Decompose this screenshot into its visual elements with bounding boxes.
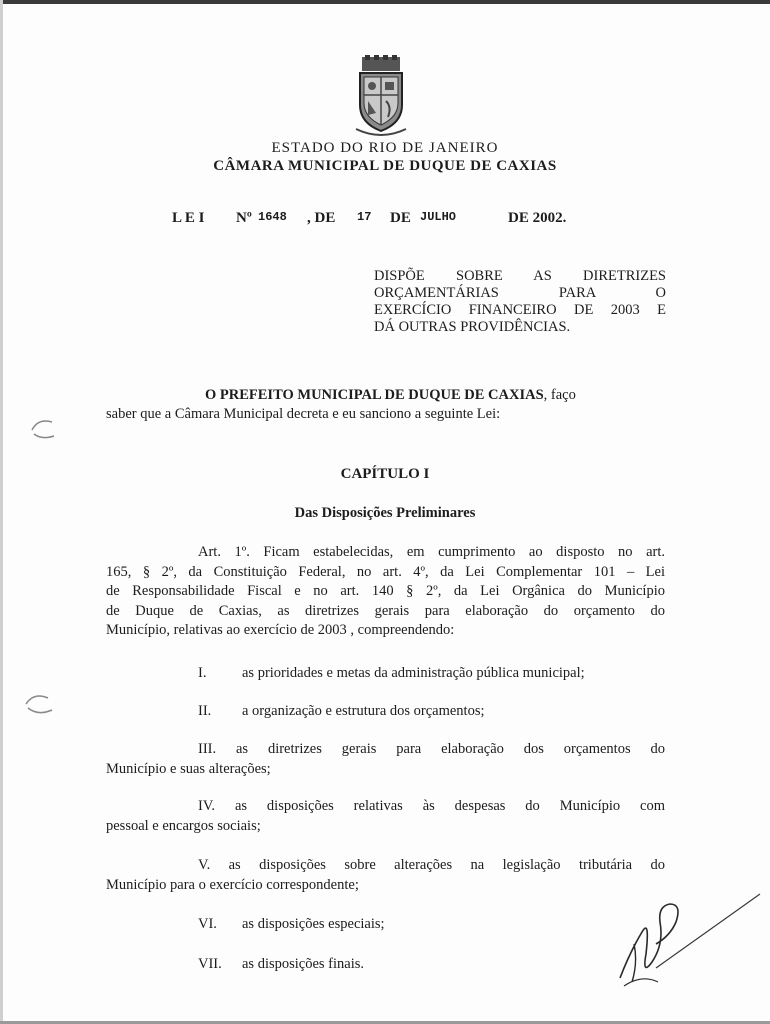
- article-1: [106, 543, 665, 641]
- chapter-title: CAPÍTULO I: [340, 466, 430, 482]
- state-heading: ESTADO DO RIO DE JANEIRO: [271, 140, 499, 156]
- ementa-line: EXERCÍCIO FINANCEIRO DE 2003 E: [374, 302, 666, 318]
- item-number: II.: [198, 703, 212, 719]
- item-number: VII.: [198, 956, 222, 972]
- item-v: [106, 856, 665, 895]
- scan-top-edge: [0, 0, 770, 4]
- lei-word: L E I: [172, 210, 205, 226]
- item-iv: [106, 797, 665, 836]
- punch-hole-icon: [28, 414, 62, 444]
- item-line: IV. as disposições relativas às despesas do Município com: [198, 798, 665, 814]
- item-line: pessoal e encargos sociais;: [106, 817, 261, 834]
- item-number: VI.: [198, 916, 217, 932]
- intro-line-2: saber que a Câmara Municipal decreta e eu sanciono a seguinte Lei:: [106, 406, 501, 422]
- intro-tail: , faço: [543, 387, 576, 403]
- article-line: Art. 1º. Ficam estabelecidas, em cumprimento ao disposto no art.: [198, 544, 665, 560]
- chamber-heading: CÂMARA MUNICIPAL DE DUQUE DE CAXIAS: [213, 158, 557, 174]
- punch-hole-icon: [22, 690, 58, 720]
- section-title: Das Disposições Preliminares: [294, 505, 476, 521]
- item-iii: [106, 740, 665, 779]
- item-text: as prioridades e metas da administração pública municipal;: [242, 665, 585, 681]
- law-year: DE 2002.: [508, 210, 567, 226]
- item-line: V. as disposições sobre alterações na legislação tributária do: [198, 857, 665, 873]
- ementa-line: ORÇAMENTÁRIAS PARA O: [374, 285, 666, 301]
- item-text: a organização e estrutura dos orçamentos;: [242, 703, 485, 719]
- mayor-title: O PREFEITO MUNICIPAL DE DUQUE DE CAXIAS: [205, 387, 544, 403]
- item-line: Município e suas alterações;: [106, 760, 271, 777]
- de-label-2: DE: [390, 210, 411, 226]
- law-number: 1648: [258, 210, 287, 224]
- article-line: de Responsabilidade Fiscal e no art. 140 § 2º, da Lei Orgânica do Município: [106, 583, 665, 599]
- de-label-1: , DE: [307, 210, 336, 226]
- intro-line-1: [205, 386, 576, 405]
- article-line: Município, relativas ao exercício de 2003 , compreendendo:: [106, 622, 455, 638]
- number-prefix: Nº: [236, 210, 252, 226]
- ementa-line: DÁ OUTRAS PROVIDÊNCIAS.: [374, 319, 571, 335]
- law-day: 17: [357, 210, 372, 224]
- ementa-block: [374, 268, 666, 336]
- item-line: III. as diretrizes gerais para elaboração dos orçamentos do: [198, 741, 665, 757]
- article-line: de Duque de Caxias, as diretrizes gerais para elaboração do orçamento do: [106, 602, 665, 619]
- item-line: Município para o exercício correspondente;: [106, 876, 359, 893]
- item-text: as disposições especiais;: [242, 916, 385, 932]
- item-text: as disposições finais.: [242, 956, 365, 972]
- item-number: I.: [198, 665, 207, 681]
- ementa-line: DISPÕE SOBRE AS DIRETRIZES: [374, 268, 666, 284]
- law-month: JULHO: [420, 210, 457, 224]
- coat-of-arms-icon: [354, 55, 408, 137]
- signature-icon: [612, 892, 762, 992]
- article-line: 165, § 2º, da Constituição Federal, no art. 4º, da Lei Complementar 101 – Lei: [106, 563, 665, 580]
